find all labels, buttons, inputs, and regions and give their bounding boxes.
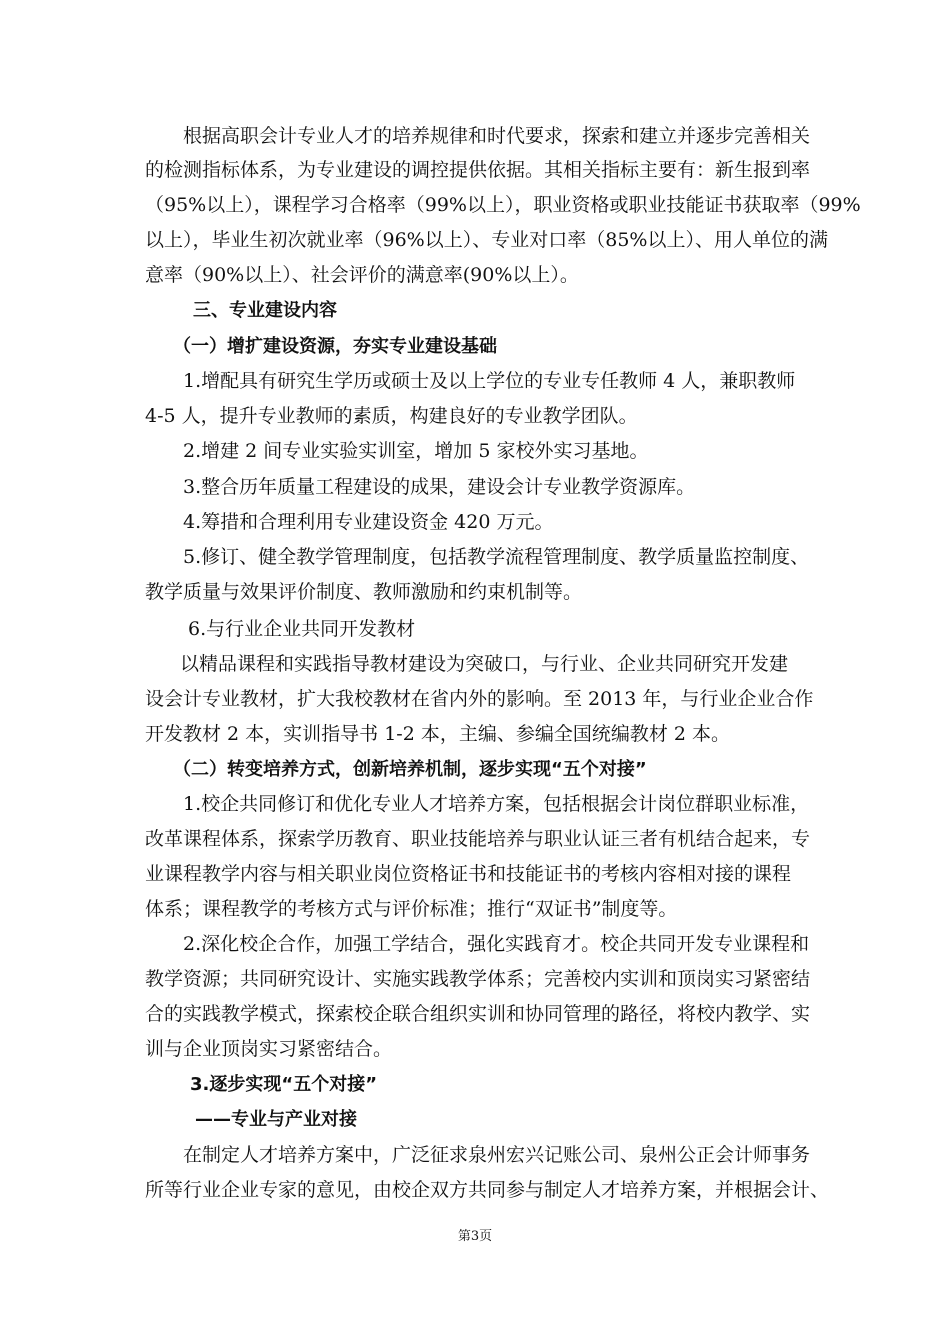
paragraph-line: 业课程教学内容与相关职业岗位资格证书和技能证书的考核内容相对接的课程 <box>145 863 792 885</box>
item-heading: 3.逐步实现“五个对接” <box>190 1074 378 1095</box>
paragraph-line: 3.整合历年质量工程建设的成果，建设会计专业教学资源库。 <box>183 476 696 498</box>
paragraph-line: 教学质量与效果评价制度、教师激励和约束机制等。 <box>145 581 583 603</box>
paragraph-line: 教学资源；共同研究设计、实施实践教学体系；完善校内实训和顶岗实习紧密结 <box>145 968 811 990</box>
paragraph-line: 设会计专业教材，扩大我校教材在省内外的影响。至 2013 年，与行业企业合作 <box>145 688 814 710</box>
intro-line: 的检测指标体系，为专业建设的调控提供依据。其相关指标主要有：新生报到率 <box>145 159 811 181</box>
paragraph-line: 体系；课程教学的考核方式与评价标准；推行“双证书”制度等。 <box>145 898 678 920</box>
item-heading: ——专业与产业对接 <box>195 1109 357 1130</box>
paragraph-line: 5.修订、健全教学管理制度，包括教学流程管理制度、教学质量监控制度、 <box>183 546 810 568</box>
item-heading: 6.与行业企业共同开发教材 <box>188 618 416 640</box>
paragraph-line: 训与企业顶岗实习紧密结合。 <box>145 1038 393 1060</box>
paragraph-line: 1.校企共同修订和优化专业人才培养方案，包括根据会计岗位群职业标准， <box>183 793 810 815</box>
paragraph-line: 2.深化校企合作，加强工学结合，强化实践育才。校企共同开发专业课程和 <box>183 933 810 955</box>
paragraph-line: 合的实践教学模式，探索校企联合组织实训和协同管理的路径，将校内教学、实 <box>145 1003 811 1025</box>
paragraph-line: 2.增建 2 间专业实验实训室，增加 5 家校外实习基地。 <box>183 440 649 462</box>
intro-line: （95%以上），课程学习合格率（99%以上），职业资格或职业技能证书获取率（99% <box>145 194 861 216</box>
paragraph-line: 1.增配具有研究生学历或硕士及以上学位的专业专任教师 4 人，兼职教师 <box>183 370 796 392</box>
paragraph-line: 所等行业企业专家的意见，由校企双方共同参与制定人才培养方案，并根据会计、 <box>145 1179 830 1201</box>
paragraph-line: 4-5 人，提升专业教师的素质，构建良好的专业教学团队。 <box>145 405 638 427</box>
paragraph-line: 改革课程体系，探索学历教育、职业技能培养与职业认证三者有机结合起来，专 <box>145 828 811 850</box>
intro-line: 根据高职会计专业人才的培养规律和时代要求，探索和建立并逐步完善相关 <box>183 125 811 147</box>
paragraph-line: 在制定人才培养方案中，广泛征求泉州宏兴记账公司、泉州公正会计师事务 <box>183 1144 811 1166</box>
section-heading: 三、专业建设内容 <box>193 300 337 321</box>
paragraph-line: 以精品课程和实践指导教材建设为突破口，与行业、企业共同研究开发建 <box>180 653 789 675</box>
intro-line: 以上），毕业生初次就业率（96%以上）、专业对口率（85%以上）、用人单位的满 <box>145 229 828 251</box>
subsection-heading: （二）转变培养方式，创新培养机制，逐步实现“五个对接” <box>173 759 647 780</box>
subsection-heading: （一）增扩建设资源，夯实专业建设基础 <box>173 336 497 357</box>
paragraph-line: 4.筹措和合理利用专业建设资金 420 万元。 <box>183 511 554 533</box>
intro-line: 意率（90%以上）、社会评价的满意率(90%以上）。 <box>145 264 579 286</box>
paragraph-line: 开发教材 2 本，实训指导书 1-2 本，主编、参编全国统编教材 2 本。 <box>145 723 731 745</box>
page-number: 第3页 <box>457 1229 493 1244</box>
